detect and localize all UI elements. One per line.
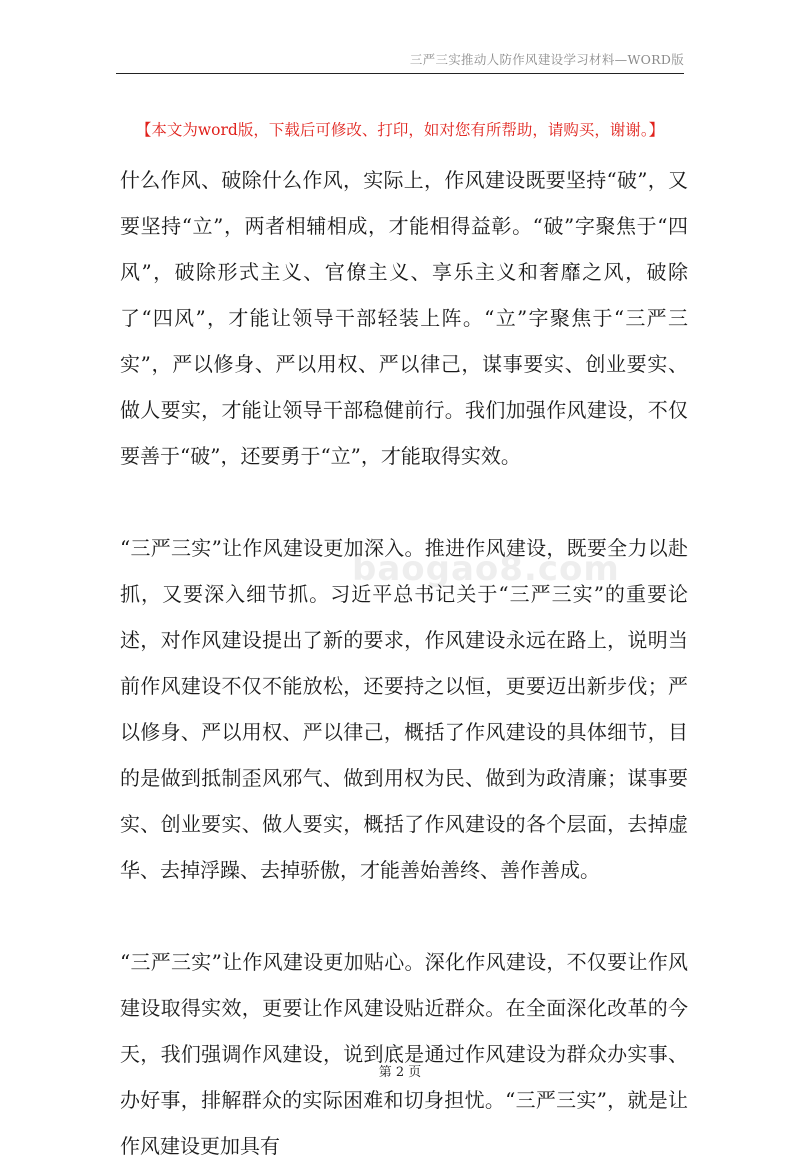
site-watermark: baogao8.com: [352, 549, 620, 589]
paragraph-2: “三严三实”让作风建设更加深入。推进作风建设，既要全力以赴抓，又要深入细节抓。习近平总书记关于“三严三实”的重要论述，对作风建设提出了新的要求，作风建设永远在路上，说明当前作风建设不仅不能放松，还要持之以恒，更要迈出新步伐；严以修身、严以用权、严以律己，概括了作风建设的具体细节，目的是做到抵制歪风邪气、做到用权为民、做到为政清廉；谋事要实、创业要实、做人要实，概括了作风建设的各个层面，去掉虚华、去掉浮躁、去掉骄傲，才能善始善终、善作善成。: [120, 536, 688, 882]
purchase-notice: 【本文为word版，下载后可修改、打印，如对您有所帮助，请购买，谢谢。】: [135, 121, 665, 139]
page-number: 第 2 页: [378, 1065, 422, 1080]
header-title: 三严三实推动人防作风建设学习材料—WORD版: [409, 52, 684, 67]
paragraph-spacer: [120, 893, 688, 939]
paragraph-1: 什么作风、破除什么作风，实际上，作风建设既要坚持“破”，又要坚持“立”，两者相辅相成，才能相得益彰。“破”字聚焦于“四风”，破除形式主义、官僚主义、享乐主义和奢靡之风，破除了“四风”，才能让领导干部轻装上阵。“立”字聚焦于“三严三实”，严以修身、严以用权、严以律己，谋事要实、创业要实、做人要实，才能让领导干部稳健前行。我们加强作风建设，不仅要善于“破”，还要勇于“立”，才能取得实效。: [120, 168, 688, 468]
paragraph-spacer: [120, 479, 688, 525]
header-divider: [116, 73, 684, 74]
document-header: [0, 50, 684, 68]
document-body: [120, 157, 688, 1169]
paragraph-3: “三严三实”让作风建设更加贴心。深化作风建设，不仅要让作风建设取得实效，更要让作风建设贴近群众。在全面深化改革的今天，我们强调作风建设，说到底是通过作风建设为群众办实事、办好事，排解群众的实际困难和切身担忧。“三严三实”，就是让作风建设更加具有: [120, 950, 688, 1158]
